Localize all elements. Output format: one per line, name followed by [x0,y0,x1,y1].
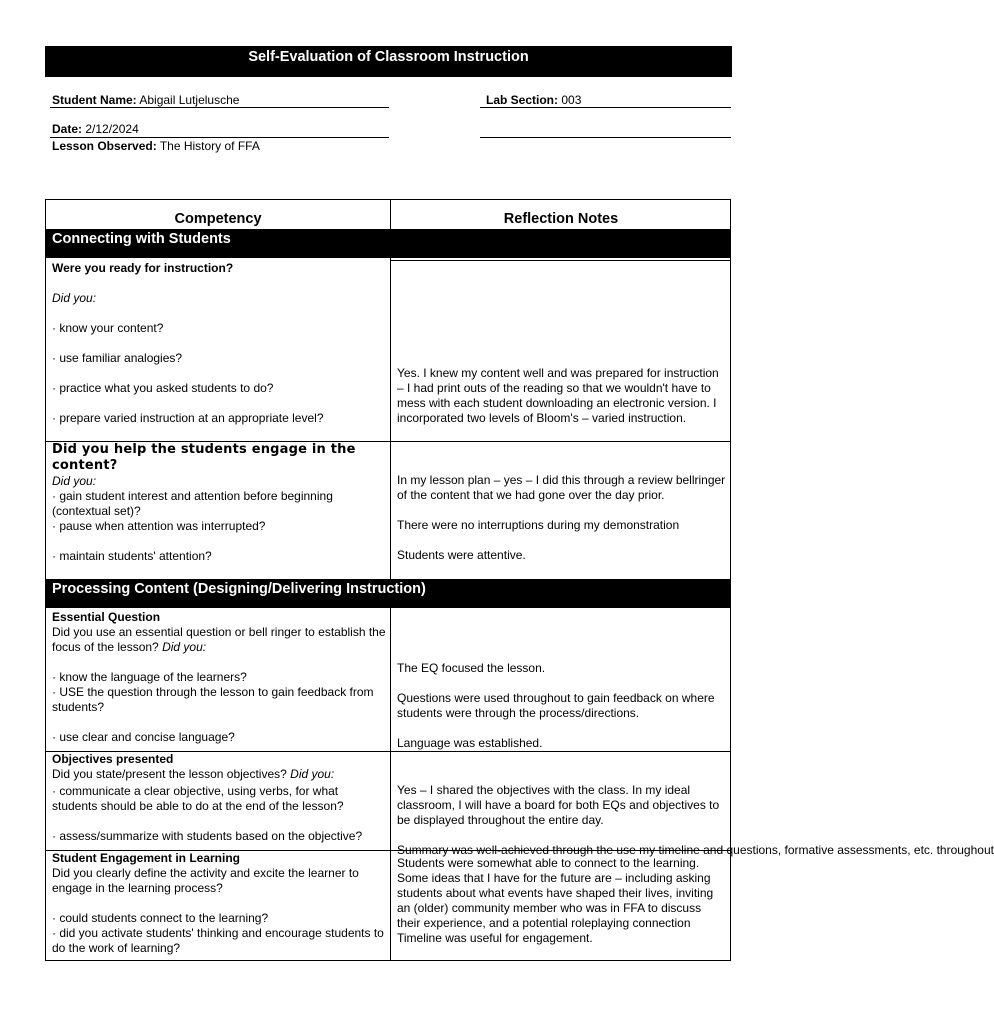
checklist-item: · use clear and concise language? [52,730,235,744]
did-you-label: Did you: [52,291,97,305]
question-heading: Essential Question [52,610,161,624]
reflection-note: Students were somewhat able to connect to the learning. Some ideas that I have for the future are – including asking students about what events have shaped their lives, inviting an (older) community member who was in FFA to discuss their experience, and a potential roleplaying connection [397,856,714,930]
checklist-item: · practice what you asked students to do? [52,381,274,395]
blank-underline [480,137,731,138]
checklist-item: · know your content? [52,321,164,335]
lab-section-field [486,93,581,107]
question-prompt: Did you state/present the lesson objectives? Did you: [52,767,335,781]
lesson-observed-field [52,139,260,153]
student-name-underline [50,107,389,108]
reflection-notes-eq [397,661,727,751]
checklist-item: · communicate a clear objective, using verbs, for what students should be able to do at the end of the lesson? [52,784,344,813]
lab-section-underline [480,107,731,108]
question-prompt: Did you use an essential question or bell ringer to establish the focus of the lesson? Did you: [52,625,386,654]
row-engage-in-content [52,442,386,564]
question-heading: Objectives presented [52,752,174,766]
student-name-value: Abigail Lutjelusche [139,93,240,107]
row-divider [390,260,731,261]
date-field [52,122,139,136]
question-heading: Were you ready for instruction? [52,261,234,275]
lab-section-label: Lab Section: [486,93,559,107]
lesson-observed-label: Lesson Observed: [52,139,157,153]
checklist-item: · USE the question through the lesson to gain feedback from students? [52,685,374,714]
document-title: Self-Evaluation of Classroom Instruction [45,46,732,77]
reflection-note: Questions were used throughout to gain feedback on where students were through the process/directions. [397,691,715,720]
checklist-item: · prepare varied instruction at an appropriate level? [52,411,324,425]
row-essential-question [52,610,386,745]
student-name-field [52,93,239,107]
reflection-note: In my lesson plan – yes – I did this through a review bellringer of the content that we had gone over the day prior. [397,473,726,502]
checklist-item: · maintain students' attention? [52,549,212,563]
reflection-note: Timeline was useful for engagement. [397,931,593,945]
date-value: 2/12/2024 [85,122,139,136]
reflection-note: There were no interruptions during my demonstration [397,518,680,532]
row-student-engagement [52,851,386,956]
question-heading: Did you help the students engage in the content? [52,442,356,473]
date-label: Date: [52,122,83,136]
checklist-item: · did you activate students' thinking and encourage students to do the work of learning? [52,926,384,955]
reflection-note: Summary was well-achieved through the use my timeline and questions, formative assessments, etc. throughout [397,843,994,857]
student-name-label: Student Name: [52,93,137,107]
question-heading: Student Engagement in Learning [52,851,241,865]
reflection-notes-header: Reflection Notes [503,211,619,227]
section-connecting-with-students: Connecting with Students [46,229,731,258]
lesson-observed-value: The History of FFA [159,139,260,153]
competency-header: Competency [174,211,262,227]
checklist-item: · know the language of the learners? [52,670,247,684]
reflection-notes-objectives [397,783,994,858]
reflection-notes-engage [397,473,727,563]
lab-section-value: 003 [561,93,582,107]
reflection-note: Yes. I knew my content well and was prepared for instruction – I had print outs of the reading so that we wouldn't have to mess with each student downloading an electronic version. I incorporated two levels of Bloom's – varied instruction. [397,366,719,425]
reflection-note: The EQ focused the lesson. [397,661,546,675]
row-objectives-presented [52,752,386,844]
column-divider [390,608,391,961]
checklist-item: · use familiar analogies? [52,351,183,365]
checklist-item: · pause when attention was interrupted? [52,519,266,533]
did-you-label: Did you: [52,474,97,488]
checklist-item: · assess/summarize with students based on the objective? [52,829,363,843]
question-prompt: Did you clearly define the activity and excite the learner to engage in the learning process? [52,866,359,895]
column-divider [390,258,391,579]
row-ready-for-instruction [52,261,386,426]
reflection-note: Yes – I shared the objectives with the class. In my ideal classroom, I will have a board for both EQs and objectives to be displayed throughout the entire day. [397,783,720,827]
date-underline [50,137,389,138]
reflection-note: Language was established. [397,736,543,750]
section-processing-content: Processing Content (Designing/Delivering Instruction) [46,579,731,608]
checklist-item: · gain student interest and attention before beginning (contextual set)? [52,489,333,518]
reflection-note: Students were attentive. [397,548,526,562]
checklist-item: · could students connect to the learning? [52,911,269,925]
reflection-notes-engagement [397,856,727,946]
